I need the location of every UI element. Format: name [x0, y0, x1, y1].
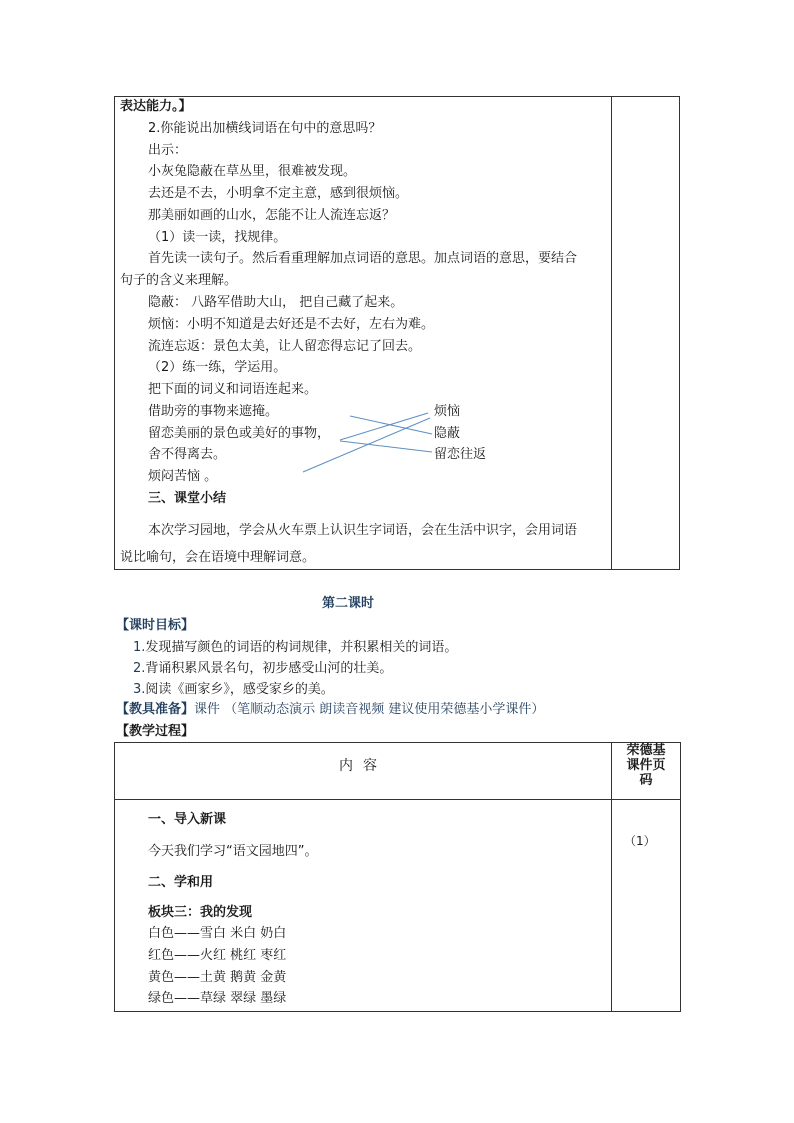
color-word-line: 绿色——草绿 翠绿 墨绿	[148, 991, 287, 1006]
table-header-divider	[115, 799, 680, 800]
page-ref: （1）	[624, 834, 656, 848]
section-heading: 一、导入新课	[148, 812, 227, 827]
text-line: 今天我们学习“语文园地四”。	[148, 844, 318, 859]
tools-heading: 【教具准备】	[116, 702, 195, 717]
header-page-line: 课件页	[626, 758, 666, 773]
text-line: 舍不得离去。	[148, 447, 227, 462]
process-heading: 【教学过程】	[116, 724, 195, 739]
text-line: 2.你能说出加横线词语在句中的意思吗？	[148, 121, 382, 136]
text-line: （2）练一练，学运用。	[148, 360, 287, 375]
match-line	[350, 416, 432, 434]
text-line: 本次学习园地，学会从火车票上认识生字词语，会在生活中识字，会用词语	[148, 523, 578, 538]
text-line: 流连忘返：景色太美，让人留恋得忘记了回去。	[148, 339, 422, 354]
text-line: 借助旁的事物来遮掩。	[148, 404, 279, 419]
goal-heading: 【课时目标】	[116, 618, 195, 633]
color-word-line: 红色——火红 桃红 枣红	[148, 948, 287, 963]
text-line: 表达能力。】	[120, 99, 192, 114]
text-line: （1）读一读，找规律。	[148, 230, 287, 245]
tools-line	[116, 700, 544, 720]
tools-text: 课件 （笔顺动态演示 朗读音视频 建议使用荣德基小学课件）	[194, 702, 545, 717]
text-line: 小灰兔隐蔽在草丛里，很难被发现。	[148, 164, 357, 179]
subsection-heading: 板块三：我的发现	[148, 905, 253, 920]
text-line: 留恋美丽的景色或美好的事物，	[148, 426, 331, 441]
header-content: 内容	[339, 758, 387, 774]
text-line: 首先读一读句子。然后看重理解加点词语的意思。加点词语的意思，要结合	[148, 251, 578, 266]
color-word-line: 白色——雪白 米白 奶白	[148, 926, 287, 941]
text-line: 说比喻句，会在语境中理解词意。	[120, 550, 316, 565]
text-line: 烦恼：小明不知道是去好还是不去好，左右为难。	[148, 317, 435, 332]
match-word: 烦恼	[434, 404, 461, 419]
lesson-title: 第二课时	[322, 596, 375, 611]
match-word: 隐蔽	[434, 426, 461, 441]
header-page-line: 码	[639, 773, 653, 788]
header-page-line: 荣德基	[626, 743, 666, 758]
section-heading: 二、学和用	[148, 875, 214, 890]
goal-item: 1.发现描写颜色的词语的构词规律，并积累相关的词语。	[133, 640, 458, 655]
goal-item: 3.阅读《画家乡》，感受家乡的美。	[133, 682, 334, 697]
color-word-line: 黄色——土黄 鹅黄 金黄	[148, 970, 287, 985]
goal-item: 2.背诵积累风景名句，初步感受山河的壮美。	[133, 661, 393, 676]
match-line	[303, 418, 430, 472]
header-page-ref	[612, 743, 680, 788]
text-line: 出示：	[148, 143, 188, 158]
section-heading: 三、课堂小结	[148, 491, 227, 506]
text-line: 去还是不去，小明拿不定主意，感到很烦恼。	[148, 186, 409, 201]
text-line: 烦闷苦恼 。	[148, 469, 218, 484]
text-line: 句子的含义来理解。	[120, 273, 238, 288]
match-word: 留恋往返	[434, 447, 487, 462]
text-line: 把下面的词义和词语连起来。	[148, 382, 318, 397]
text-line: 那美丽如画的山水，怎能不让人流连忘返？	[148, 208, 396, 223]
text-line: 隐蔽： 八路军借助大山， 把自己藏了起来。	[148, 295, 404, 310]
